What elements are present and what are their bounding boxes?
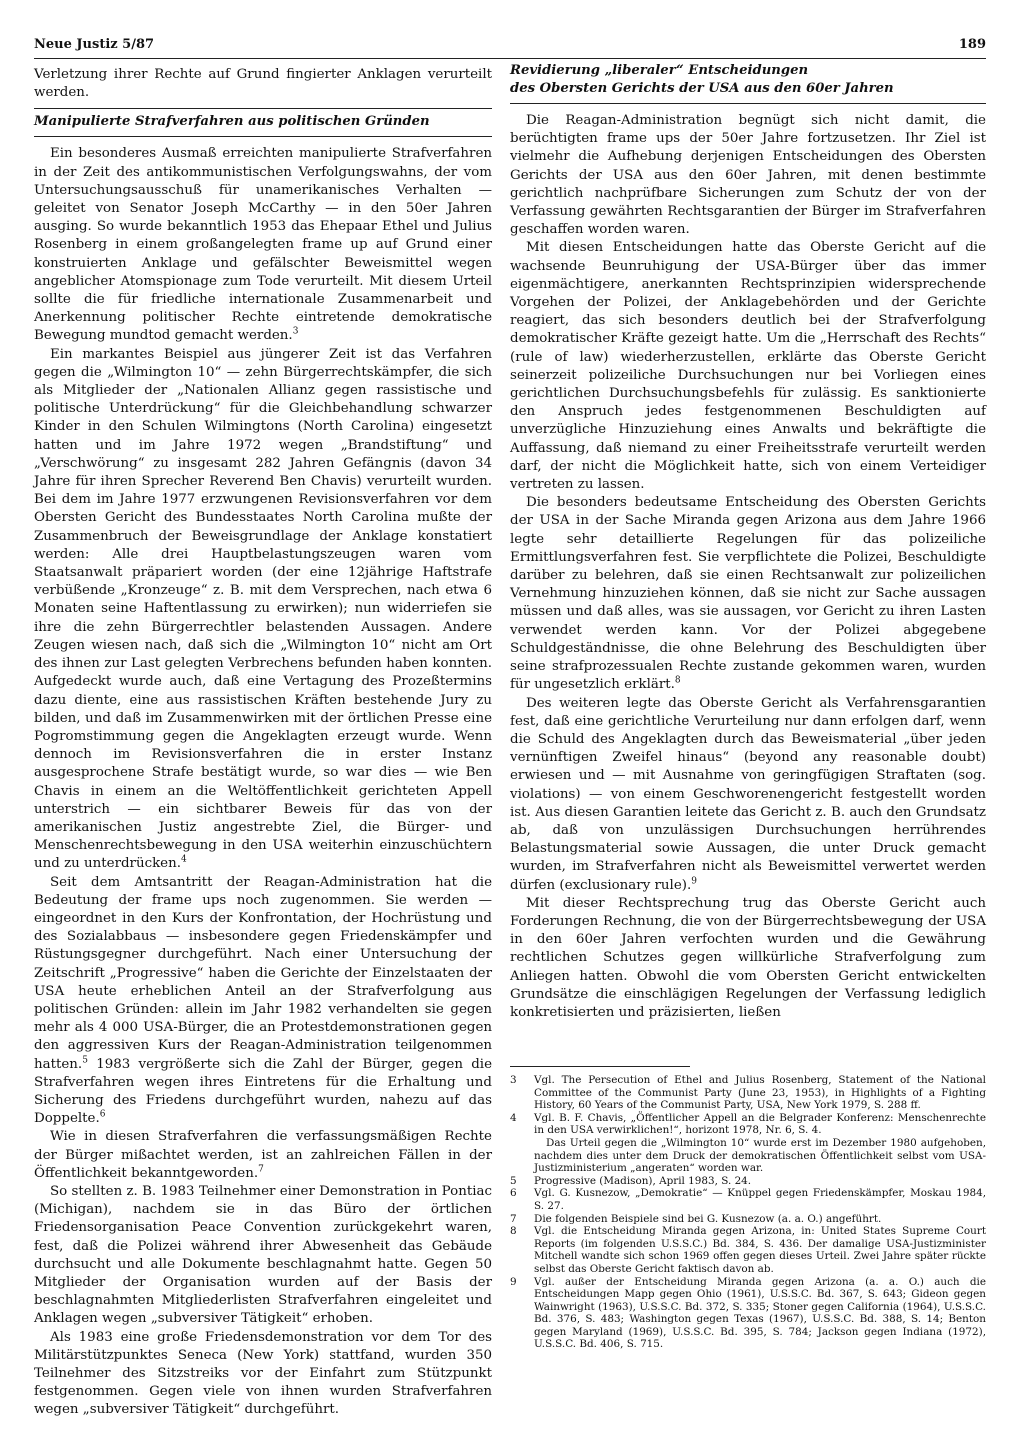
header-rule <box>34 58 986 59</box>
paragraph: Als 1983 eine große Friedensdemonstration vor dem Tor des Militärstützpunktes Seneca (New York) stattfand, wurden 350 Teilnehmer des Sitzstreiks vor der Einfahrt zum Stützpunkt festgenommen. Gegen viele von ihnen wurden Strafverfahren wegen „subversiver Tätigkeit“ durchgeführt. <box>34 1329 492 1418</box>
intro-paragraph: Verletzung ihrer Rechte auf Grund fingierter Anklagen verurteilt werden. <box>34 67 492 101</box>
footnote-ref: 5 <box>82 1055 88 1066</box>
paragraph: Die besonders bedeutsame Entscheidung des Obersten Gerichts der USA in der Sache Miranda gegen Arizona aus dem Jahre 1966 legte sehr detaillierte Regelungen für das polizeiliche Ermittlungsverfahren fest. Sie verpflichtete die Polizei, Beschuldigte darüber zu belehren, daß sie einen Rechtsanwalt zur polizeilichen Vernehmung hinzuziehen können, daß sie nicht zur Sache aussagen müssen und daß alles, was sie aussagen, vor Gericht zu ihren Lasten verwendet werden kann. Vor der Polizei abgegebene Schuldgeständnisse, die ohne Belehrung des Beschuldigten über seine strafprozessualen Rechte zustande gekommen waren, wurden für ungesetzlich erklärt.$^8$ <box>510 495 986 693</box>
footnote-ref: 4 <box>180 854 187 865</box>
paragraph: So stellten z. B. 1983 Teilnehmer einer Demonstration in Pontiac (Michigan), nachdem sie in das Büro der örtlichen Friedensorganisation Peace Convention zurückgekehrt waren, fest, daß die Polizei während ihrer Abwesenheit das Gebäude durchsucht und alle Dokumente beschlagnahmt hatte. Gegen 50 Mitglieder der Organisation wurden auf der Basis der beschlagnahmten Mitgliederlisten Strafverfahren eingeleitet und Anklagen wegen „subversiver Tätigkeit“ erhoben. <box>34 1183 492 1327</box>
section-heading-revision <box>510 62 986 104</box>
page-number: 189 <box>958 37 986 52</box>
footnote-ref: 9 <box>691 876 697 887</box>
paragraph: Ein markantes Beispiel aus jüngerer Zeit ist das Verfahren gegen die „Wilmington 10“ — zehn Bürgerrechtskämpfer, die sich als Mitglieder der „Nationalen Allianz gegen rassistische und politische Unterdrückung“ für die Gleichbehandlung schwarzer Kinder in den Schulen Wilmingtons (North Carolina) eingesetzt hatten und im Jahre 1972 wegen „Brandstiftung“ und „Verschwörung“ zu insgesamt 282 Jahren Gefängnis (davon 34 Jahre für ihren Sprecher Reverend Ben Chavis) verurteilt wurden. Bei dem im Jahre 1977 erzwungenen Revisionsverfahren vor dem Obersten Gericht des Bundesstaates North Carolina mußte der Zusammenbruch der Beweisgrundlage der Anklage konstatiert werden: Alle drei Hauptbelastungszeugen waren vom Staatsanwalt präpariert worden (der eine 12jährige Haftstrafe verbüßende „Kronzeuge“ z. B. mit dem Versprechen, nach etwa 6 Monaten seine Haftentlassung zu erwirken); nun widerriefen sie ihre die zehn Bürgerrechtler belastenden Aussagen. Andere Zeugen wiesen nach, daß sich die „Wilmington 10“ nicht am Ort des ihnen zur Last gelegten Verbrechens befunden haben konnten. Aufgedeckt wurde auch, daß eine Vertagung des Prozeßtermins dazu diente, eine aus rassistischen Kräften bestehende Jury zu bilden, und daß im Zusammenwirken mit der örtlichen Presse eine Pogromstimmung gegen die Angeklagten erzeugt wurde. Wenn dennoch im Revisionsverfahren die in erster Instanz ausgesprochene Strafe bestätigt wurde, so war dies — wie Ben Chavis in einem an die Weltöffentlichkeit gerichteten Appell unterstrich — ein sichtbarer Beweis für das von der amerikanischen Justiz angestrebte Ziel, die Bürger- und Menschenrechtsbewegung in den USA weiterhin einzuschüchtern und zu unterdrücken.$^4$ <box>34 346 492 872</box>
paragraph: Die Reagan-Administration begnügt sich nicht damit, die berüchtigten frame ups der 50er Jahre fortzusetzen. Ihr Ziel ist vielmehr die Aufhebung derjenigen Entscheidungen des Obersten Gerichts der USA aus den 60er Jahren, mit denen bestimmte gerichtlich nachprüfbare Sicherungen zum Schutz der von der Verfassung gewährten Rechtsgarantien der Bürger im Strafverfahren geschaffen worden waren. <box>510 113 986 238</box>
left-column <box>34 66 492 1420</box>
paragraph: Mit diesen Entscheidungen hatte das Oberste Gericht auf die wachsende Beunruhigung der USA-Bürger über das immer eigenmächtigere, anerkannten Rechtsprinzipien widersprechende Vorgehen der Polizei, der Anklagebehörden und der Gerichte reagiert, das sich besonders deutlich bei der Strafverfolgung demokratischer Kräfte gezeigt hatte. Um die „Herrschaft des Rechts“ (rule of law) wiederherzustellen, erklärte das Oberste Gericht seinerzeit polizeiliche Durchsuchungen nur bei Vorliegen eines gerichtlichen Durchsuchungsbefehls für zulässig. Es sanktionierte den Anspruch jedes festgenommenen Beschuldigten auf unverzügliche Hinzuziehung eines Anwalts und bekräftigte die Auffassung, daß niemand zu einer Freiheitsstrafe verurteilt werden darf, der nicht die Möglichkeit hatte, sich von einem Verteidiger vertreten zu lassen. <box>510 240 986 493</box>
footnote: 3 Vgl. The Persecution of Ethel and Julius Rosenberg, Statement of the National Committee of the Communist Party (June 23, 1953), in Highlights of a Fighting History, 60 Years of the Communist Party, USA, New York 1979, S. 288 ff. <box>510 1074 986 1112</box>
footnote-continuation: Das Urteil gegen die „Wilmington 10“ wurde erst im Dezember 1980 aufgehoben, nachdem dies unter dem Druck der demokratischen Öffentlichkeit selbst vom USA-Justizministerium „angeraten“ worden war. <box>534 1136 986 1175</box>
heading-line: des Obersten Gerichts der USA aus den 60er Jahren <box>510 81 894 96</box>
footnote: 4 Vgl. B. F. Chavis, „Öffentlicher Appell an die Belgrader Konferenz: Menschenrechte in den USA verwirklichen!“, horizont 1978, Nr. 6, S. 4. <box>510 1111 986 1137</box>
right-column <box>510 63 986 1022</box>
footnote: 9 Vgl. außer der Entscheidung Miranda gegen Arizona (a. a. O.) auch die Entscheidungen Mapp gegen Ohio (1961), U.S.S.C. Bd. 367, S. 643; Gideon gegen Wainwright (1963), U.S.S.C. Bd. 372, S. 335; Stoner gegen California (1964), U.S.S.C. Bd. 376, S. 483; Washington gegen Texas (1967), U.S.S.C. Bd. 388, S. 14; Benton gegen Maryland (1969), U.S.S.C. Bd. 395, S. 784; Jackson gegen Indiana (1972), U.S.S.C. Bd. 406, S. 715. <box>510 1275 986 1351</box>
page-header <box>34 37 986 59</box>
footnote-ref: 3 <box>292 326 299 337</box>
footnote-ref: 7 <box>258 1164 264 1175</box>
footnote-rule <box>510 1066 690 1067</box>
footnote: 7 Die folgenden Beispiele sind bei G. Kusnezow (a. a. O.) angeführt. <box>510 1212 882 1225</box>
paragraph: Wie in diesen Strafverfahren die verfassungsmäßigen Rechte der Bürger mißachtet werden, ist an zahlreichen Fällen in der Öffentlichkeit bekanntgeworden.$^7$ <box>34 1129 492 1181</box>
footnote-ref: 6 <box>99 1109 106 1120</box>
footnote-ref: 8 <box>674 675 681 686</box>
paragraph: Mit dieser Rechtsprechung trug das Oberste Gericht auch Forderungen Rechnung, die von der Bürgerrechtsbewegung der USA in den 60er Jahren verfochten wurden und die Gewährung rechtlichen Schutzes gegen willkürliche Strafverfolgung zum Anliegen hatten. Obwohl die vom Obersten Gericht entwickelten Grundsätze die einschlägigen Regelungen der Verfassung lediglich konkretisierten und präzisierten, ließen <box>510 895 986 1020</box>
footnote: 6 Vgl. G. Kusnezow, „Demokratie“ — Knüppel gegen Friedenskämpfer, Moskau 1984, S. 27. <box>510 1187 986 1212</box>
paragraph: Seit dem Amtsantritt der Reagan-Administration hat die Bedeutung der frame ups noch zugenommen. Sie werden — eingeordnet in den Kurs der Konfrontation, der Hochrüstung und des Sozialabbaus — insbesondere gegen Friedenskämpfer und Rüstungsgegner durchgeführt. Nach einer Untersuchung der Zeitschrift „Progressive“ haben die Gerichte der Einzelstaaten der USA heute erheblichen Anteil an der Strafverfolgung aus politischen Gründen: allein im Jahr 1982 verhandelten sie gegen mehr als 4 000 USA-Bürger, die an Protestdemonstrationen gegen den aggressiven Kurs der Reagan-Administration teilgenommen hatten.$^5$ 1983 vergrößerte sich die Zahl der Bürger, gegen die Strafverfahren wegen ihres Eintretens für die Erhaltung und Sicherung des Friedens durchgeführt wurden, nahezu auf das Doppelte.$^6$ <box>34 874 492 1127</box>
footnote: 5 Progressive (Madison), April 1983, S. 24. <box>510 1174 752 1187</box>
journal-issue: Neue Justiz 5/87 <box>34 37 155 52</box>
section-heading-manipulated-trials: Manipulierte Strafverfahren aus politischen Gründen <box>34 108 492 137</box>
footnotes <box>510 1074 986 1351</box>
footnote: 8 Vgl. die Entscheidung Miranda gegen Arizona, in: United States Supreme Court Reports (im folgenden U.S.S.C.) Bd. 384, S. 436. Der damalige USA-Justizminister Mitchell wandte sich schon 1969 offen gegen dieses Urteil. Zwei Jahre später rückte selbst das Oberste Gericht faktisch davon ab. <box>510 1225 986 1275</box>
paragraph: Des weiteren legte das Oberste Gericht als Verfahrensgarantien fest, daß eine gerichtliche Verurteilung nur dann erfolgen darf, wenn die Schuld des Angeklagten durch das Beweismaterial „über jeden vernünftigen Zweifel hinaus“ (beyond any reasonable doubt) erwiesen und — mit Ausnahme von geringfügigen Straftaten (sog. violations) — von einem Geschworenengericht festgestellt worden ist. Aus diesen Garantien leitete das Gericht z. B. auch den Grundsatz ab, daß von unzulässigen Durchsuchungen herrührendes Belastungsmaterial sowie Aussagen, die unter Druck gemacht wurden, im Strafverfahren nicht als Beweismittel verwertet werden dürfen (exclusionary rule).$^9$ <box>510 695 986 893</box>
paragraph: Ein besonderes Ausmaß erreichten manipulierte Strafverfahren in der Zeit des antikommunistischen Verfolgungswahns, der vom Untersuchungsausschuß für unamerikanisches Verhalten — geleitet von Senator Joseph McCarthy — in den 50er Jahren ausging. So wurde bekanntlich 1953 das Ehepaar Ethel und Julius Rosenberg in einem großangelegten frame up auf Grund einer konstruierten Anklage und gefälschter Beweismittel wegen angeblicher Atomspionage zum Tode verurteilt. Mit diesem Urteil sollte die für friedliche internationale Zusammenarbeit und Anerkennung politischer Rechte eintretende demokratische Bewegung mundtod gemacht werden.$^3$ <box>34 146 492 344</box>
heading-line: Revidierung „liberaler“ Entscheidungen <box>510 63 809 78</box>
